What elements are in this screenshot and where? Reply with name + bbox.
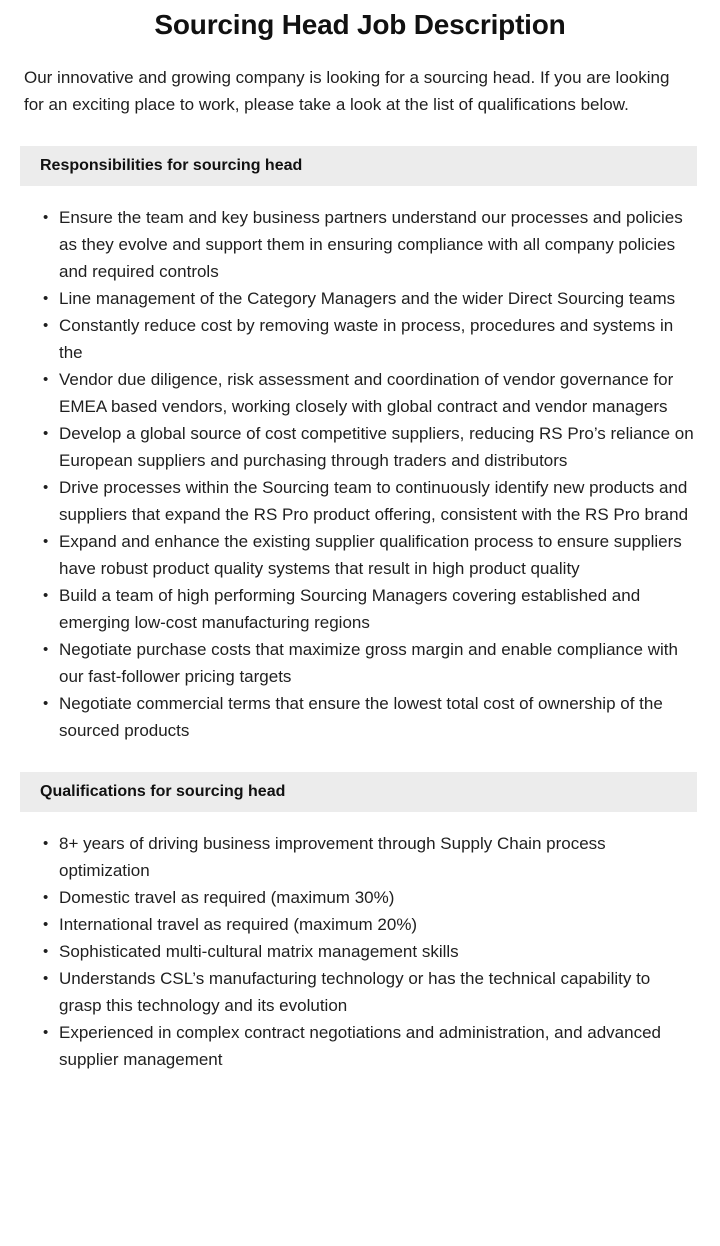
intro-paragraph: Our innovative and growing company is looking for a sourcing head. If you are looking for an exciting place to work, please take a look at the list of qualifications below. <box>24 68 670 114</box>
list-item: • Negotiate purchase costs that maximize gross margin and enable compliance with our fast-follower pricing targets <box>24 636 696 690</box>
page-title: Sourcing Head Job Description <box>154 9 566 40</box>
qualifications-list <box>0 812 720 1073</box>
list-item: • Constantly reduce cost by removing waste in process, procedures and systems in the <box>24 312 696 366</box>
list-item: • Understands CSL’s manufacturing technology or has the technical capability to grasp this technology and its evolution <box>24 965 696 1019</box>
bottom-spacer <box>0 1073 720 1113</box>
list-item: • Build a team of high performing Sourcing Managers covering established and emerging low-cost manufacturing regions <box>24 582 696 636</box>
list-item: • Negotiate commercial terms that ensure the lowest total cost of ownership of the sourced products <box>24 690 696 744</box>
responsibilities-section-header <box>20 146 697 186</box>
responsibilities-heading: Responsibilities for sourcing head <box>40 157 303 174</box>
qualifications-section-header <box>20 772 697 812</box>
list-item: • 8+ years of driving business improvement through Supply Chain process optimization <box>24 830 696 884</box>
list-item: • Experienced in complex contract negotiations and administration, and advanced supplier management <box>24 1019 696 1073</box>
responsibilities-section <box>0 146 720 744</box>
list-item: • Sophisticated multi-cultural matrix management skills <box>24 938 696 965</box>
list-item: • Expand and enhance the existing supplier qualification process to ensure suppliers have robust product quality systems that result in high product quality <box>24 528 696 582</box>
list-item: • Drive processes within the Sourcing team to continuously identify new products and suppliers that expand the RS Pro product offering, consistent with the RS Pro brand <box>24 474 696 528</box>
list-item: • International travel as required (maximum 20%) <box>24 911 696 938</box>
list-item: • Domestic travel as required (maximum 30%) <box>24 884 696 911</box>
list-item: • Develop a global source of cost competitive suppliers, reducing RS Pro’s reliance on European suppliers and purchasing through traders and distributors <box>24 420 696 474</box>
list-item: • Vendor due diligence, risk assessment and coordination of vendor governance for EMEA based vendors, working closely with global contract and vendor managers <box>24 366 696 420</box>
qualifications-section <box>0 772 720 1073</box>
list-item: • Ensure the team and key business partners understand our processes and policies as they evolve and support them in ensuring compliance with all company policies and required controls <box>24 204 696 285</box>
list-item: • Line management of the Category Managers and the wider Direct Sourcing teams <box>24 285 696 312</box>
qualifications-heading: Qualifications for sourcing head <box>40 783 286 800</box>
responsibilities-list <box>0 186 720 744</box>
